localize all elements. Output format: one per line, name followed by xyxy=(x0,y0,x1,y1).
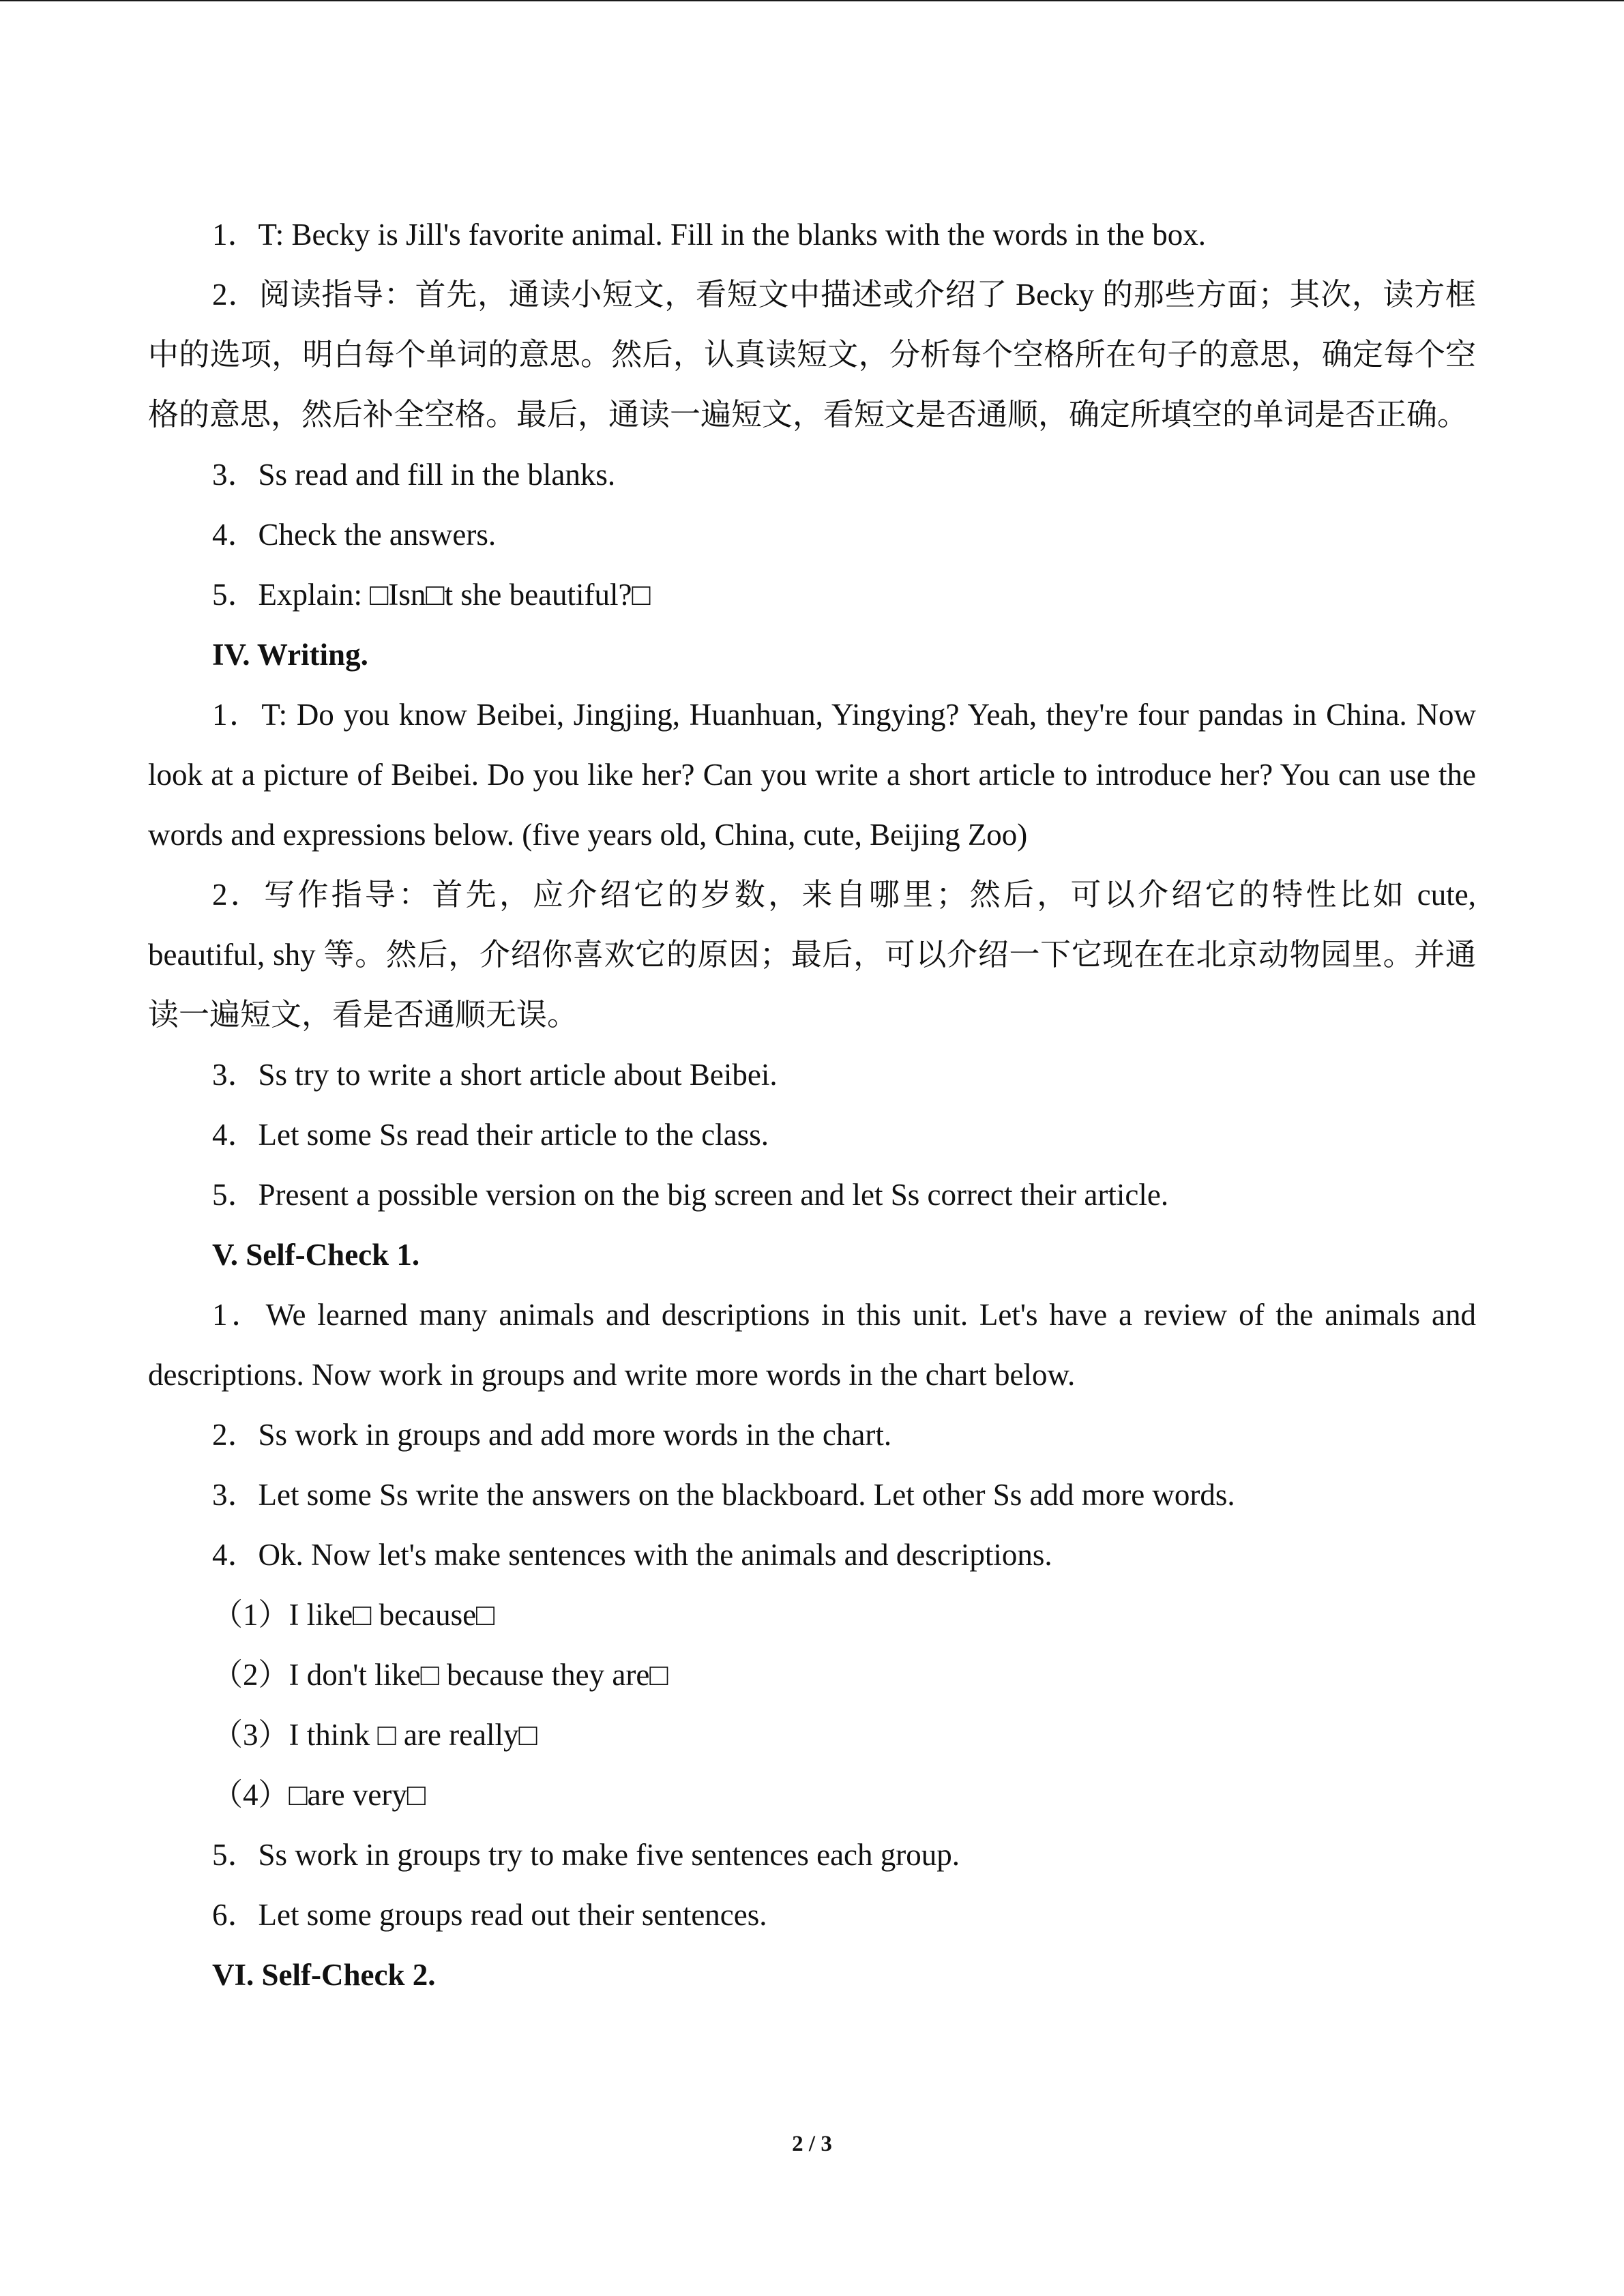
sentence-pattern: （2）I don't like□ because they are□ xyxy=(212,1658,668,1692)
sentence-pattern: （1）I like□ because□ xyxy=(212,1598,495,1632)
section-heading: IV. Writing. xyxy=(212,638,368,672)
sentence-pattern: （4）□are very□ xyxy=(212,1778,426,1812)
sentence-pattern: （3）I think □ are really□ xyxy=(212,1718,537,1752)
paragraph: 3．Ss try to write a short article about Beibei. xyxy=(212,1058,778,1092)
paragraph: 5．Explain: □Isn□t she beautiful?□ xyxy=(212,578,651,612)
paragraph: 5．Ss work in groups try to make five sentences each group. xyxy=(212,1838,960,1872)
paragraph: 4．Ok. Now let's make sentences with the animals and descriptions. xyxy=(212,1538,1052,1572)
paragraph: 1．T: Do you know Beibei, Jingjing, Huanhuan, Yingying? Yeah, they're four pandas in China. Now look at a picture of Beibei. Do you like her? Can you write a short article to introduce her? You can use the words and expressions below. (five years old, China, cute, Beijing Zoo) xyxy=(148,698,1476,852)
paragraph: 2．写作指导：首先，应介绍它的岁数，来自哪里；然后，可以介绍它的特性比如 cute, beautiful, shy 等。然后，介绍你喜欢它的原因；最后，可以介绍一下它现在在北京动物园里。并通读一遍短文，看是否通顺无误。 xyxy=(148,878,1476,1032)
paragraph: 2．阅读指导：首先，通读小短文，看短文中描述或介绍了 Becky 的那些方面；其次，读方框中的选项，明白每个单词的意思。然后，认真读短文，分析每个空格所在句子的意思，确定每个空格的意思，然后补全空格。最后，通读一遍短文，看短文是否通顺，确定所填空的单词是否正确。 xyxy=(148,278,1476,432)
paragraph: 5．Present a possible version on the big screen and let Ss correct their article. xyxy=(212,1178,1169,1212)
section-heading: V. Self-Check 1. xyxy=(212,1238,420,1272)
paragraph: 1．We learned many animals and descriptions in this unit. Let's have a review of the animals and descriptions. Now work in groups and write more words in the chart below. xyxy=(148,1298,1476,1392)
paragraph: 4．Check the answers. xyxy=(212,518,497,552)
page-number: 2 / 3 xyxy=(792,2132,832,2156)
paragraph: 4．Let some Ss read their article to the class. xyxy=(212,1118,769,1152)
document-body xyxy=(148,205,1476,2005)
top-border-line xyxy=(0,0,1624,1)
section-heading: VI. Self-Check 2. xyxy=(212,1958,436,1992)
paragraph: 3．Ss read and fill in the blanks. xyxy=(212,458,616,492)
paragraph: 3．Let some Ss write the answers on the blackboard. Let other Ss add more words. xyxy=(212,1478,1235,1512)
paragraph: 6．Let some groups read out their sentences. xyxy=(212,1898,767,1932)
paragraph: 1．T: Becky is Jill's favorite animal. Fill in the blanks with the words in the box. xyxy=(212,218,1206,252)
paragraph: 2．Ss work in groups and add more words in the chart. xyxy=(212,1418,892,1452)
